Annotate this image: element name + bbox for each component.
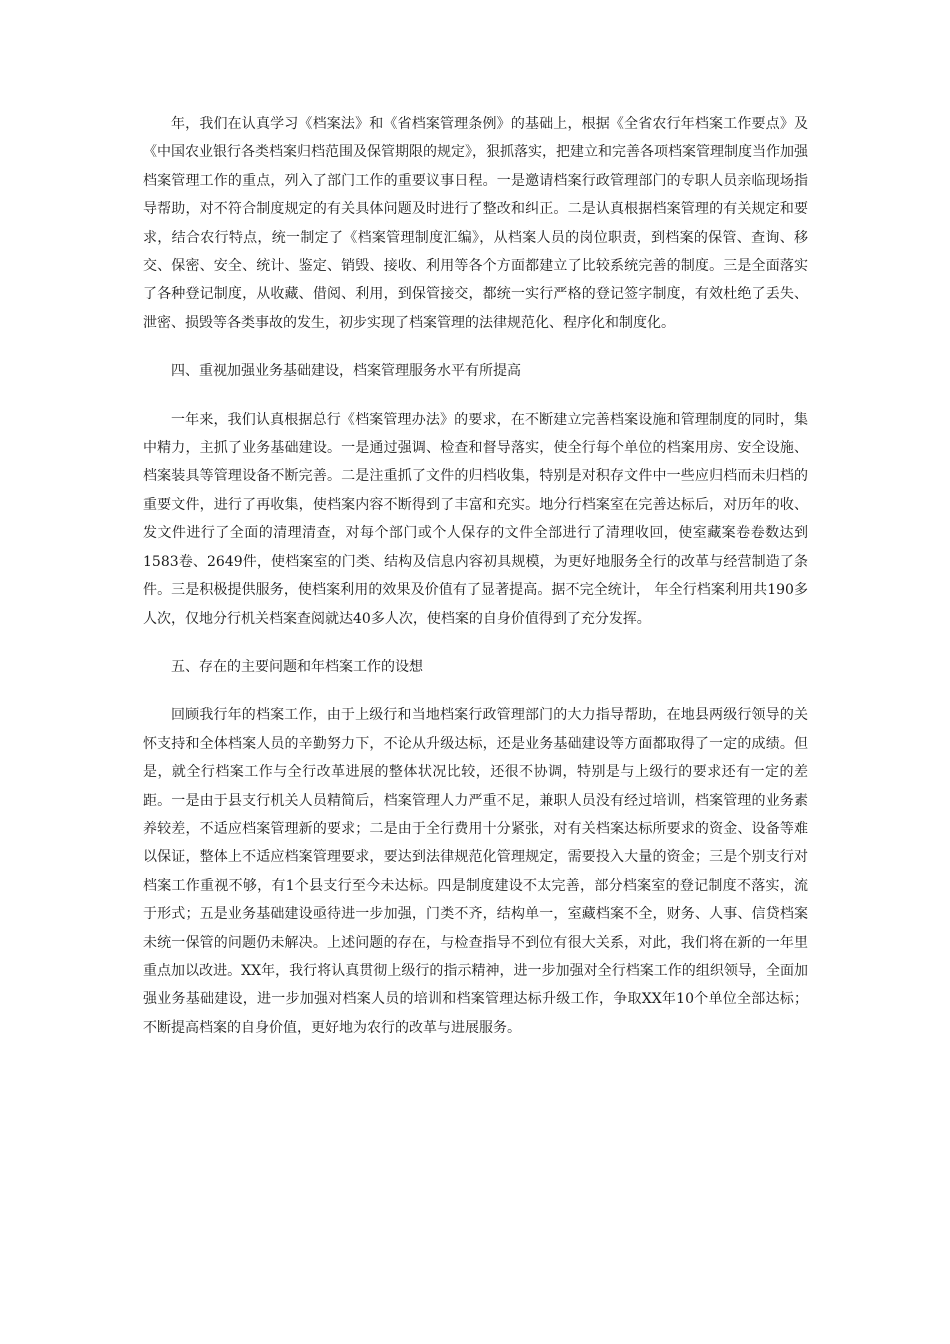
- section-heading-five: 五、存在的主要问题和年档案工作的设想: [171, 658, 423, 675]
- section-heading-four: 四、重视加强业务基础建设，档案管理服务水平有所提高: [171, 363, 521, 380]
- paragraph-problems-plans: 回顾我行年的档案工作，由于上级行和当地档案行政管理部门的大力指导帮助，在地县两级行领导的关怀支持和全体档案人员的辛勤努力下，不论从升级达标，还是业务基础建设等方面都取得了一定的成绩。但是，就全行档案工作与全行改革进展的整体状况比较，还很不协调，特别是与上级行的要求还有一定的差距。一是由于县支行机关人员精简后，档案管理人力严重不足，兼职人员没有经过培训，档案管理的业务素养较差，不适应档案管理新的要求；二是由于全行费用十分紧张，对有关档案达标所要求的资金、设备等难以保证，整体上不适应档案管理要求，要达到法律规范化管理规定，需要投入大量的资金；三是个别支行对档案工作重视不够，有1个县支行至今未达标。四是制度建设不太完善，部分档案室的登记制度不落实，流于形式；五是业务基础建设亟待进一步加强，门类不齐，结构单一，室藏档案不全，财务、人事、信贷档案未统一保管的问题仍未解决。上述问题的存在，与检查指导不到位有很大关系，对此，我们将在新的一年里重点加以改进。XX年，我行将认真贯彻上级行的指示精神，进一步加强对全行档案工作的组织领导，全面加强业务基础建设，进一步加强对档案人员的培训和档案管理达标升级工作，争取XX年10个单位全部达标；不断提高档案的自身价值，更好地为农行的改革与进展服务。: [143, 707, 808, 1036]
- paragraph-archive-system: 年，我们在认真学习《档案法》和《省档案管理条例》的基础上，根据《全省农行年档案工作要点》及《中国农业银行各类档案归档范围及保管期限的规定》，狠抓落实，把建立和完善各项档案管理制度当作加强档案管理工作的重点，列入了部门工作的重要议事日程。一是邀请档案行政管理部门的专职人员亲临现场指导帮助，对不符合制度规定的有关具体问题及时进行了整改和纠正。二是认真根据档案管理的有关规定和要求，结合农行特点，统一制定了《档案管理制度汇编》，从档案人员的岗位职责，到档案的保管、查询、移交、保密、安全、统计、鉴定、销毁、接收、利用等各个方面都建立了比较系统完善的制度。三是全面落实了各种登记制度，从收藏、借阅、利用，到保管接交，都统一实行严格的登记签字制度，有效杜绝了丢失、泄密、损毁等各类事故的发生，初步实现了档案管理的法律规范化、程序化和制度化。: [143, 116, 808, 331]
- document-body: [143, 110, 808, 1042]
- paragraph-business-foundation: 一年来，我们认真根据总行《档案管理办法》的要求，在不断建立完善档案设施和管理制度的同时，集中精力，主抓了业务基础建设。一是通过强调、检查和督导落实，使全行每个单位的档案用房、安全设施、档案装具等管理设备不断完善。二是注重抓了文件的归档收集，特别是对积存文件中一些应归档而未归档的重要文件，进行了再收集，使档案内容不断得到了丰富和充实。地分行档案室在完善达标后，对历年的收、发文件进行了全面的清理清查，对每个部门或个人保存的文件全部进行了清理收回，使室藏案卷卷数达到1583卷、2649件，使档案室的门类、结构及信息内容初具规模，为更好地服务全行的改革与经营制造了条件。三是积极提供服务，使档案利用的效果及价值有了显著提高。据不完全统计， 年全行档案利用共190多人次，仅地分行机关档案查阅就达40多人次，使档案的自身价值得到了充分发挥。: [143, 411, 808, 627]
